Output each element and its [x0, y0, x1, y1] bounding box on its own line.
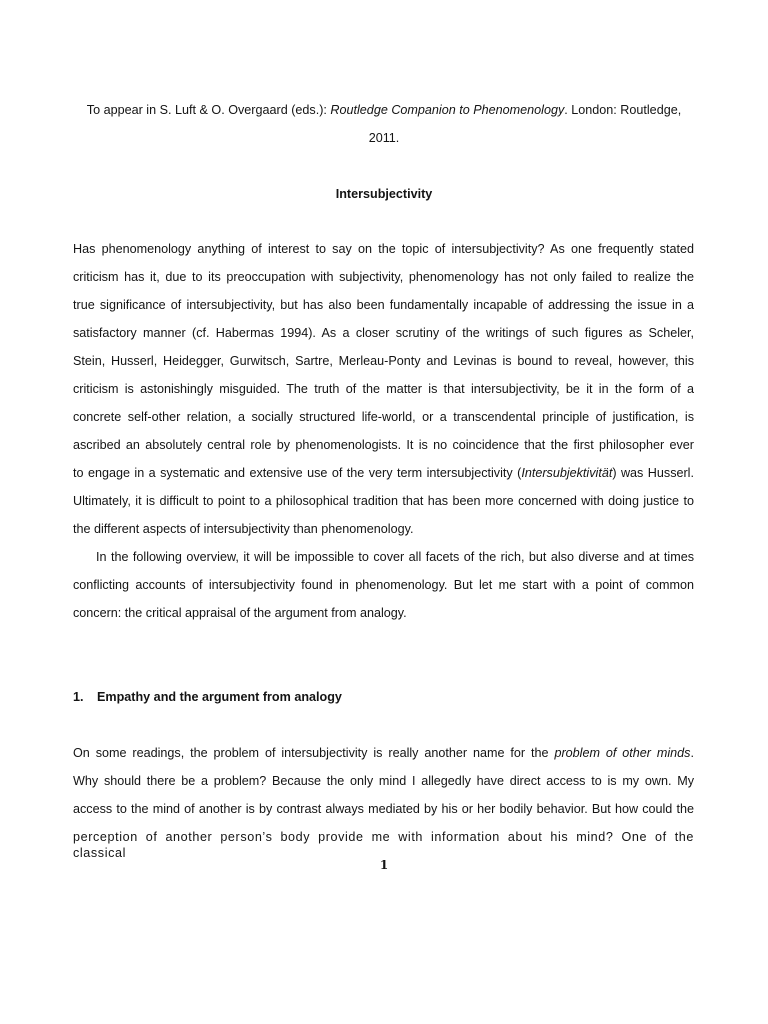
paragraph-line: concrete self-other relation, a socially structured life-world, or a transcendental principle of justification, is: [73, 410, 694, 424]
citation-prefix: To appear in S. Luft & O. Overgaard (eds.):: [86, 103, 331, 117]
citation-title: Routledge Companion to Phenomenology: [330, 103, 565, 117]
paragraph-line: the different aspects of intersubjectivity than phenomenology.: [73, 522, 414, 536]
paragraph-line: Stein, Husserl, Heidegger, Gurwitsch, Sartre, Merleau-Ponty and Levinas is bound to reveal, however, this: [73, 354, 694, 368]
paragraph-line: criticism has it, due to its preoccupation with subjectivity, phenomenology has not only failed to realize the: [73, 270, 694, 284]
paragraph-line: In the following overview, it will be impossible to cover all facets of the rich, but also diverse and at times: [96, 550, 694, 564]
page-number: 1: [379, 858, 389, 872]
text-span: .: [690, 746, 694, 760]
citation-year: 2011.: [368, 131, 400, 145]
paragraph-line: Why should there be a problem? Because the only mind I allegedly have direct access to is my own. My: [73, 774, 694, 788]
citation-suffix: . London: Routledge,: [564, 103, 682, 117]
paragraph-line: [73, 465, 694, 481]
document-title: Intersubjectivity: [335, 187, 433, 201]
italic-term: Intersubjektivität: [521, 466, 613, 480]
text-span: On some readings, the problem of intersubjectivity is really another name for the: [73, 746, 555, 760]
text-span: to engage in a systematic and extensive use of the very term intersubjectivity (: [73, 466, 522, 480]
paragraph-line: [73, 745, 694, 761]
paragraph-line: Ultimately, it is difficult to point to a philosophical tradition that has been more concerned with doing justice to: [73, 494, 694, 508]
section-title: Empathy and the argument from analogy: [97, 690, 342, 704]
citation-line: [0, 102, 768, 118]
section-heading: [73, 689, 694, 705]
paragraph-line: conflicting accounts of intersubjectivity found in phenomenology. But let me start with a point of common: [73, 578, 694, 592]
paragraph-line: Has phenomenology anything of interest to say on the topic of intersubjectivity? As one frequently stated: [73, 242, 694, 256]
italic-term: problem of other minds: [554, 746, 691, 760]
paragraph-line: concern: the critical appraisal of the argument from analogy.: [73, 606, 407, 620]
paragraph-line: ascribed an absolutely central role by phenomenologists. It is no coincidence that the first philosopher ever: [73, 438, 694, 452]
paragraph-line: criticism is astonishingly misguided. The truth of the matter is that intersubjectivity, be it in the form of a: [73, 382, 694, 396]
paragraph-line: perception of another person’s body provide me with information about his mind? One of the classical: [73, 830, 694, 860]
paragraph-line: true significance of intersubjectivity, but has also been fundamentally incapable of addressing the issue in a: [73, 298, 694, 312]
section-number: 1.: [73, 690, 84, 704]
paragraph-line: access to the mind of another is by contrast always mediated by his or her bodily behavior. But how could the: [73, 802, 694, 816]
paragraph-line: satisfactory manner (cf. Habermas 1994). As a closer scrutiny of the writings of such figures as Scheler,: [73, 326, 694, 340]
text-span: ) was Husserl.: [612, 466, 694, 480]
